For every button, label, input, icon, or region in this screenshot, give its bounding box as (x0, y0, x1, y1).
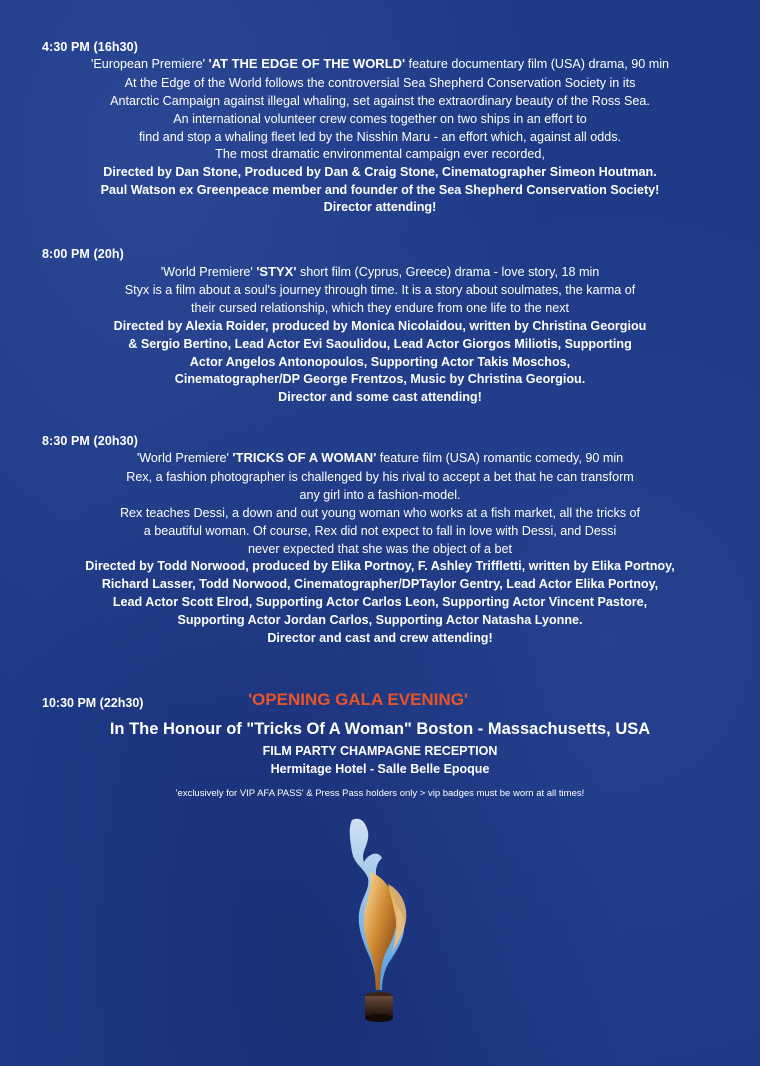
event1-premiere: 'European Premiere' (91, 57, 209, 71)
event1-desc-3: An international volunteer crew comes together on two ships in an effort to (173, 112, 587, 126)
event2-credits-3: Actor Angelos Antonopoulos, Supporting Actor Takis Moschos, (189, 355, 571, 369)
event2-title: 'STYX' (256, 264, 297, 279)
gala-title: 'OPENING GALA EVENING' (248, 690, 468, 709)
event3-desc-3: Rex teaches Dessi, a down and out young woman who works at a fish market, all the tricks of (119, 506, 641, 520)
trophy-award-icon (330, 812, 430, 1032)
event3-title: 'TRICKS OF A WOMAN' (232, 450, 377, 465)
gala-time: 10:30 PM (22h30) (42, 696, 144, 710)
gala-reception: FILM PARTY CHAMPAGNE RECEPTION (262, 744, 498, 758)
gala-venue: Hermitage Hotel - Salle Belle Epoque (270, 762, 490, 776)
event2-credits-1: Directed by Alexia Roider, produced by Monica Nicolaidou, written by Christina Georgiou (113, 319, 647, 333)
event2-credits-2: & Sergio Bertino, Lead Actor Evi Saoulidou, Lead Actor Giorgos Miliotis, Supporting (128, 337, 632, 351)
event2-desc-1: Styx is a film about a soul's journey through time. It is a story about soulmates, the karma of (124, 283, 636, 297)
event1-desc-5: The most dramatic environmental campaign ever recorded, (215, 147, 545, 161)
event3-desc-1: Rex, a fashion photographer is challenged by his rival to accept a bet that he can transform (126, 470, 634, 484)
gala-honour: In The Honour of "Tricks Of A Woman" Boston - Massachusetts, USA (109, 720, 651, 738)
event2-credits-4: Cinematographer/DP George Frentzos, Music by Christina Georgiou. (174, 372, 586, 386)
gala-note: 'exclusively for VIP AFA PASS' & Press Pass holders only > vip badges must be worn at all times! (175, 788, 585, 799)
event3-credits-1: Directed by Todd Norwood, produced by Elika Portnoy, F. Ashley Triffletti, written by Elika Portnoy, (85, 559, 675, 573)
event1-title: 'AT THE EDGE OF THE WORLD' (208, 56, 406, 71)
event3-premiere: 'World Premiere' (136, 451, 233, 465)
event3-desc-5: never expected that she was the object of a bet (248, 542, 512, 556)
event1-credits-3: Director attending! (323, 200, 437, 214)
event2-info: short film (Cyprus, Greece) drama - love story, 18 min (296, 265, 600, 279)
event2-credits-5: Director and some cast attending! (278, 390, 482, 404)
event3-desc-2: any girl into a fashion-model. (299, 488, 461, 502)
event1-desc-2: Antarctic Campaign against illegal whaling, set against the extraordinary beauty of the Ross Sea. (110, 94, 650, 108)
event3-credits-2: Richard Lasser, Todd Norwood, Cinematographer/DPTaylor Gentry, Lead Actor Elika Portnoy, (101, 577, 659, 591)
event2-desc-2: their cursed relationship, which they endure from one life to the next (190, 301, 570, 315)
event3-time: 8:30 PM (20h30) (42, 434, 138, 448)
event3-desc-4: a beautiful woman. Of course, Rex did not expect to fall in love with Dessi, and Dessi (143, 524, 617, 538)
event3-info: feature film (USA) romantic comedy, 90 min (376, 451, 624, 465)
event2-premiere: 'World Premiere' (160, 265, 257, 279)
event1-desc-1: At the Edge of the World follows the controversial Sea Shepherd Conservation Society in its (124, 76, 636, 90)
event2-header (0, 264, 760, 280)
event1-header (0, 56, 760, 72)
event1-desc-4: find and stop a whaling fleet led by the Nisshin Maru - an effort which, against all odds. (138, 130, 622, 144)
event3-credits-3: Lead Actor Scott Elrod, Supporting Actor Carlos Leon, Supporting Actor Vincent Pastore, (112, 595, 648, 609)
event3-header (0, 450, 760, 466)
event1-credits-1: Directed by Dan Stone, Produced by Dan & Craig Stone, Cinematographer Simeon Houtman. (103, 165, 657, 179)
event2-time: 8:00 PM (20h) (42, 247, 124, 261)
event1-time: 4:30 PM (16h30) (42, 40, 138, 54)
event3-credits-4: Supporting Actor Jordan Carlos, Supporting Actor Natasha Lyonne. (177, 613, 583, 627)
event1-credits-2: Paul Watson ex Greenpeace member and founder of the Sea Shepherd Conservation Society! (100, 183, 660, 197)
event3-credits-5: Director and cast and crew attending! (267, 631, 493, 645)
event1-info: feature documentary film (USA) drama, 90 min (405, 57, 669, 71)
